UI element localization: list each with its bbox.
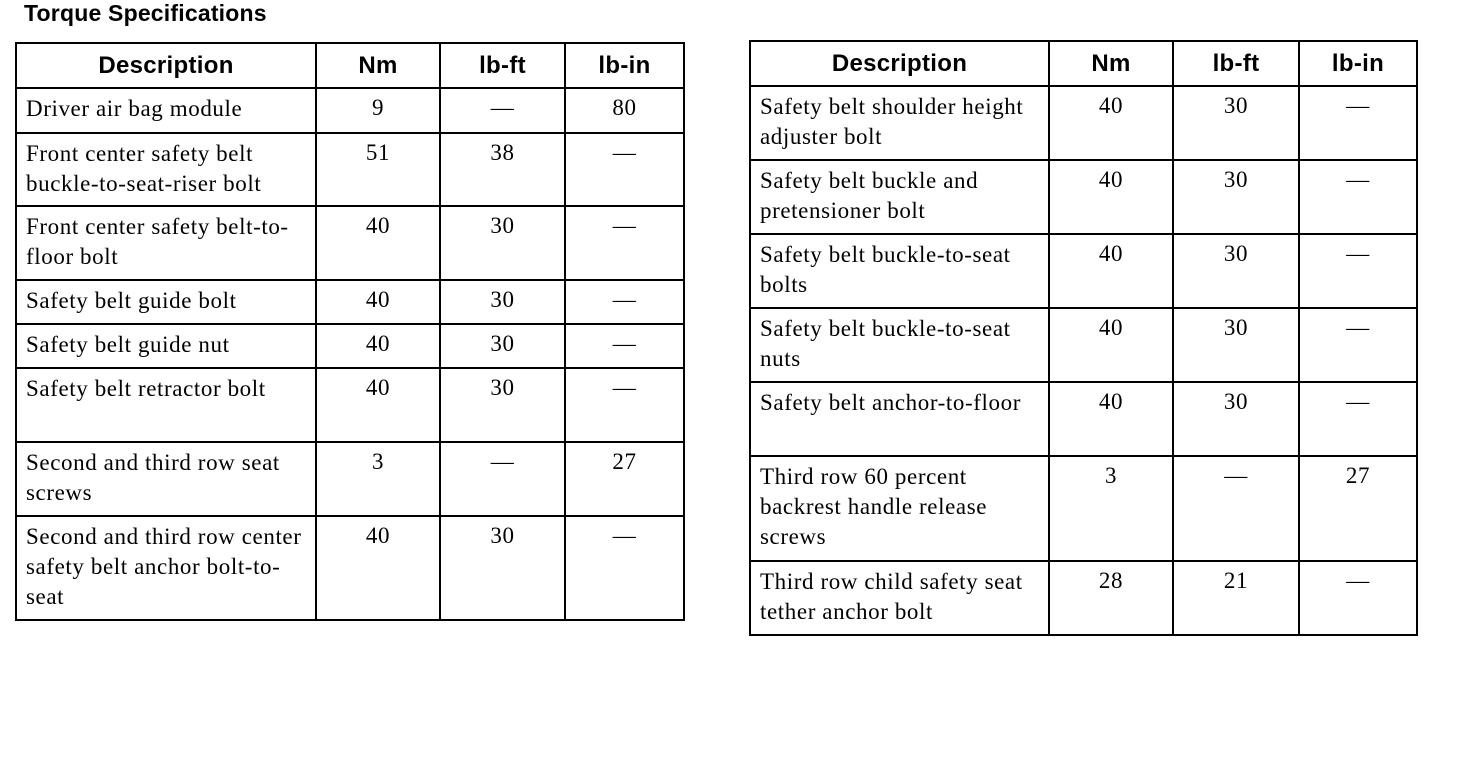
table-row: [16, 88, 684, 133]
table-row: [16, 206, 684, 280]
nm-cell: 40: [316, 368, 440, 442]
table-row: [16, 368, 684, 442]
lb-in-cell: —: [565, 516, 684, 620]
nm-cell: 40: [1049, 234, 1173, 308]
lb-in-cell: —: [565, 133, 684, 206]
nm-cell: 28: [1049, 561, 1173, 635]
lb-ft-cell: 30: [440, 280, 565, 324]
description-cell: Third row child safety seat tether anchor bolt: [750, 561, 1049, 635]
lb-in-cell: —: [1299, 561, 1417, 635]
description-cell: Safety belt retractor bolt: [16, 368, 316, 442]
column-header-lb-in: lb-in: [1299, 41, 1417, 86]
lb-ft-cell: 21: [1173, 561, 1299, 635]
lb-ft-cell: —: [440, 442, 565, 516]
table-row: [750, 308, 1417, 382]
description-cell: Safety belt buckle-to-seat bolts: [750, 234, 1049, 308]
description-cell: Second and third row seat screws: [16, 442, 316, 516]
nm-cell: 40: [1049, 382, 1173, 456]
description-cell: Safety belt buckle-to-seat nuts: [750, 308, 1049, 382]
description-cell: Front center safety belt-to-floor bolt: [16, 206, 316, 280]
nm-cell: 3: [1049, 456, 1173, 561]
lb-in-cell: 80: [565, 88, 684, 133]
lb-ft-cell: 30: [440, 368, 565, 442]
table-row: [16, 442, 684, 516]
description-cell: Safety belt anchor-to-floor: [750, 382, 1049, 456]
lb-ft-cell: 38: [440, 133, 565, 206]
nm-cell: 51: [316, 133, 440, 206]
table-row: [750, 86, 1417, 160]
lb-in-cell: —: [565, 368, 684, 442]
description-cell: Safety belt guide nut: [16, 324, 316, 368]
nm-cell: 40: [1049, 86, 1173, 160]
lb-ft-cell: 30: [1173, 160, 1299, 234]
table-row: [16, 516, 684, 620]
lb-ft-cell: —: [440, 88, 565, 133]
description-cell: Safety belt buckle and pretensioner bolt: [750, 160, 1049, 234]
table-row: [16, 280, 684, 324]
lb-ft-cell: 30: [1173, 234, 1299, 308]
lb-in-cell: —: [1299, 160, 1417, 234]
description-cell: Safety belt shoulder height adjuster bolt: [750, 86, 1049, 160]
description-cell: Driver air bag module: [16, 88, 316, 133]
nm-cell: 3: [316, 442, 440, 516]
table-row: [750, 561, 1417, 635]
description-cell: Safety belt guide bolt: [16, 280, 316, 324]
nm-cell: 40: [316, 280, 440, 324]
lb-ft-cell: 30: [440, 206, 565, 280]
column-header-description: Description: [750, 41, 1049, 86]
lb-ft-cell: 30: [1173, 308, 1299, 382]
lb-in-cell: —: [1299, 382, 1417, 456]
lb-in-cell: —: [1299, 86, 1417, 160]
header-row: [16, 43, 684, 88]
column-header-lb-in: lb-in: [565, 43, 684, 88]
lb-ft-cell: 30: [1173, 382, 1299, 456]
description-cell: Second and third row center safety belt anchor bolt-to-seat: [16, 516, 316, 620]
nm-cell: 40: [316, 206, 440, 280]
torque-table-left: [15, 42, 685, 621]
table-row: [16, 133, 684, 206]
table-row: [750, 456, 1417, 561]
column-header-nm: Nm: [316, 43, 440, 88]
lb-in-cell: —: [565, 324, 684, 368]
nm-cell: 40: [316, 516, 440, 620]
page-title: Torque Specifications: [24, 0, 267, 26]
header-row: [750, 41, 1417, 86]
nm-cell: 9: [316, 88, 440, 133]
nm-cell: 40: [1049, 308, 1173, 382]
table-row: [16, 324, 684, 368]
lb-ft-cell: 30: [1173, 86, 1299, 160]
lb-ft-cell: 30: [440, 324, 565, 368]
nm-cell: 40: [1049, 160, 1173, 234]
lb-in-cell: —: [1299, 308, 1417, 382]
torque-table-right: [749, 40, 1418, 636]
nm-cell: 40: [316, 324, 440, 368]
lb-ft-cell: 30: [440, 516, 565, 620]
description-cell: Third row 60 percent backrest handle release screws: [750, 456, 1049, 561]
lb-in-cell: —: [565, 206, 684, 280]
column-header-description: Description: [16, 43, 316, 88]
lb-in-cell: 27: [1299, 456, 1417, 561]
lb-in-cell: —: [565, 280, 684, 324]
table-row: [750, 234, 1417, 308]
column-header-nm: Nm: [1049, 41, 1173, 86]
description-cell: Front center safety belt buckle-to-seat-riser bolt: [16, 133, 316, 206]
table-row: [750, 382, 1417, 456]
table-row: [750, 160, 1417, 234]
lb-in-cell: —: [1299, 234, 1417, 308]
lb-in-cell: 27: [565, 442, 684, 516]
column-header-lb-ft: lb-ft: [1173, 41, 1299, 86]
lb-ft-cell: —: [1173, 456, 1299, 561]
column-header-lb-ft: lb-ft: [440, 43, 565, 88]
